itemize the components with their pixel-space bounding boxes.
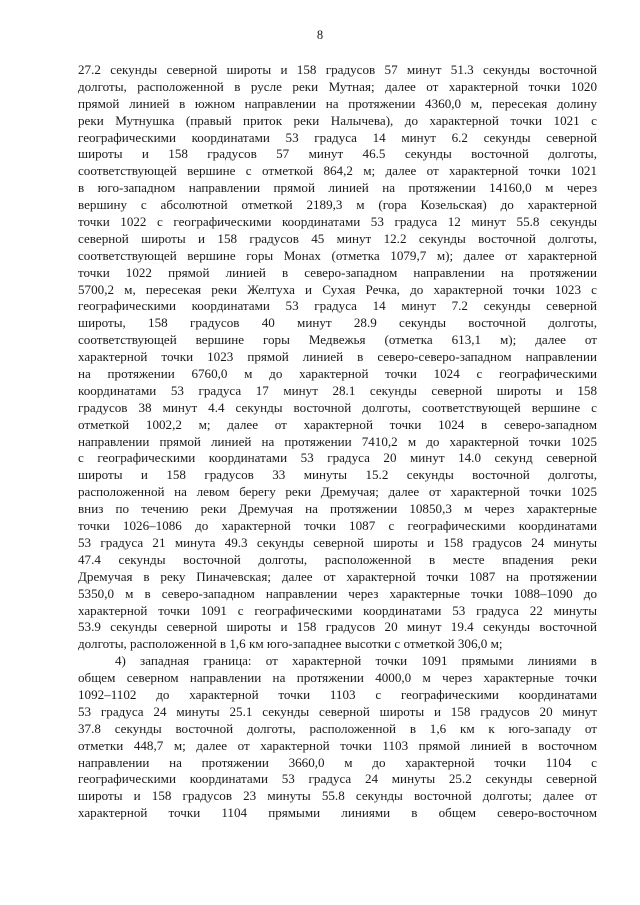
text-line: соответствующей вершине с отметкой 864,2 м; далее от характерной точки 1021 [78, 163, 597, 179]
text-line: точки 1022 прямой линией в северо-западном направлении на протяжении [78, 264, 597, 280]
text-line: 5350,0 м в северо-западном направлении через характерные точки 1088–1090 до [78, 585, 597, 601]
text-line: направлении на протяжении 3660,0 м до характерной точки 1104 с [78, 754, 597, 770]
body-text [78, 62, 597, 822]
text-line: широты и 158 градусов 57 минут 46.5 секунды восточной долготы, [78, 146, 597, 162]
text-line: долготы, расположенной в русле реки Мутная; далее от характерной точки 1020 [78, 78, 597, 94]
section-heading-line: 4) западная граница: от характерной точки 1091 прямыми линиями в [115, 653, 597, 669]
text-line: отметкой 1002,2 м; далее от характерной точки 1024 в северо-западном [78, 416, 597, 432]
text-line: 47.4 секунды восточной долготы, расположенной в месте впадения реки [78, 551, 597, 567]
text-line: отметки 448,7 м; далее от характерной точки 1103 прямой линией в восточном [78, 737, 597, 753]
text-line: точки 1022 с географическими координатами 53 градуса 12 минут 55.8 секунды [78, 214, 597, 230]
text-line: широты и 158 градусов 23 минуты 55.8 секунды восточной долготы; далее от [78, 788, 597, 804]
text-line: географическими координатами 53 градуса 14 минут 7.2 секунды северной [78, 298, 597, 314]
text-line: вниз по течению реки Дремучая на протяжении 10850,3 м через характерные [78, 501, 597, 517]
text-line: характерной точки 1091 с географическими координатами 53 градуса 22 минуты [78, 602, 597, 618]
text-line: 1092–1102 до характерной точки 1103 с географическими координатами [78, 686, 597, 702]
text-line: Дремучая в реку Пиначевская; далее от характерной точки 1087 на протяжении [78, 568, 597, 584]
text-line: 53.9 секунды северной широты и 158 градусов 20 минут 19.4 секунды восточной [78, 619, 597, 635]
text-line: общем северном направлении на протяжении 4000,0 м через характерные точки [78, 670, 597, 686]
text-line: точки 1026–1086 до характерной точки 1087 с географическими координатами [78, 518, 597, 534]
text-line: широты и 158 градусов 33 минуты 15.2 секунды восточной долготы, [78, 467, 597, 483]
text-line: соответствующей вершине горы Медвежья (отметка 613,1 м); далее от [78, 332, 597, 348]
text-line: соответствующей вершине горы Монах (отметка 1079,7 м); далее от характерной [78, 247, 597, 263]
text-line: расположенной на левом берегу реки Дремучая; далее от характерной точки 1025 [78, 484, 597, 500]
text-line: реки Мутнушка (правый приток реки Налычева), до характерной точки 1021 с [78, 112, 597, 128]
text-line: характерной точки 1104 прямыми линиями в общем северо-восточном [78, 805, 597, 821]
text-line: на протяжении 6760,0 м до характерной точки 1024 с географическими [78, 366, 597, 382]
text-line: прямой линией в южном направлении на протяжении 4360,0 м, пересекая долину [78, 95, 597, 111]
text-line: 37.8 секунды восточной долготы, расположенной в 1,6 км к юго-западу от [78, 720, 597, 736]
text-line: 53 градуса 21 минута 49.3 секунды северной широты и 158 градусов 24 минуты [78, 534, 597, 550]
text-line: географическими координатами 53 градуса 24 минуты 25.2 секунды северной [78, 771, 597, 787]
text-line: с географическими координатами 53 градуса 20 минут 14.0 секунд северной [78, 450, 597, 466]
text-line: широты, 158 градусов 40 минут 28.9 секунды восточной долготы, [78, 315, 597, 331]
text-line: направлении прямой линией на протяжении 7410,2 м до характерной точки 1025 [78, 433, 597, 449]
text-line: 27.2 секунды северной широты и 158 градусов 57 минут 51.3 секунды восточной [78, 62, 597, 77]
text-line: долготы, расположенной в 1,6 км юго-западнее высотки с отметкой 306,0 м; [78, 636, 503, 652]
text-line: характерной точки 1023 прямой линией в северо-северо-западном направлении [78, 349, 597, 365]
text-line: северной широты и 158 градусов 45 минут 12.2 секунды восточной долготы, [78, 230, 597, 246]
text-line: в юго-западном направлении прямой линией на протяжении 14160,0 м через [78, 180, 597, 196]
text-line: 5700,2 м, пересекая реки Желтуха и Сухая Речка, до характерной точки 1023 с [78, 281, 597, 297]
text-line: вершину с абсолютной отметкой 2189,3 м (гора Козельская) до характерной [78, 197, 597, 213]
text-line: 53 градуса 24 минуты 25.1 секунды северной широты и 158 градусов 20 минут [78, 703, 597, 719]
text-line: географическими координатами 53 градуса 14 минут 6.2 секунды северной [78, 129, 597, 145]
text-line: градусов 38 минут 4.4 секунды восточной долготы, соответствующей вершине с [78, 399, 597, 415]
page-number: 8 [316, 28, 324, 42]
text-line: координатами 53 градуса 17 минут 28.1 секунды северной широты и 158 [78, 382, 597, 398]
